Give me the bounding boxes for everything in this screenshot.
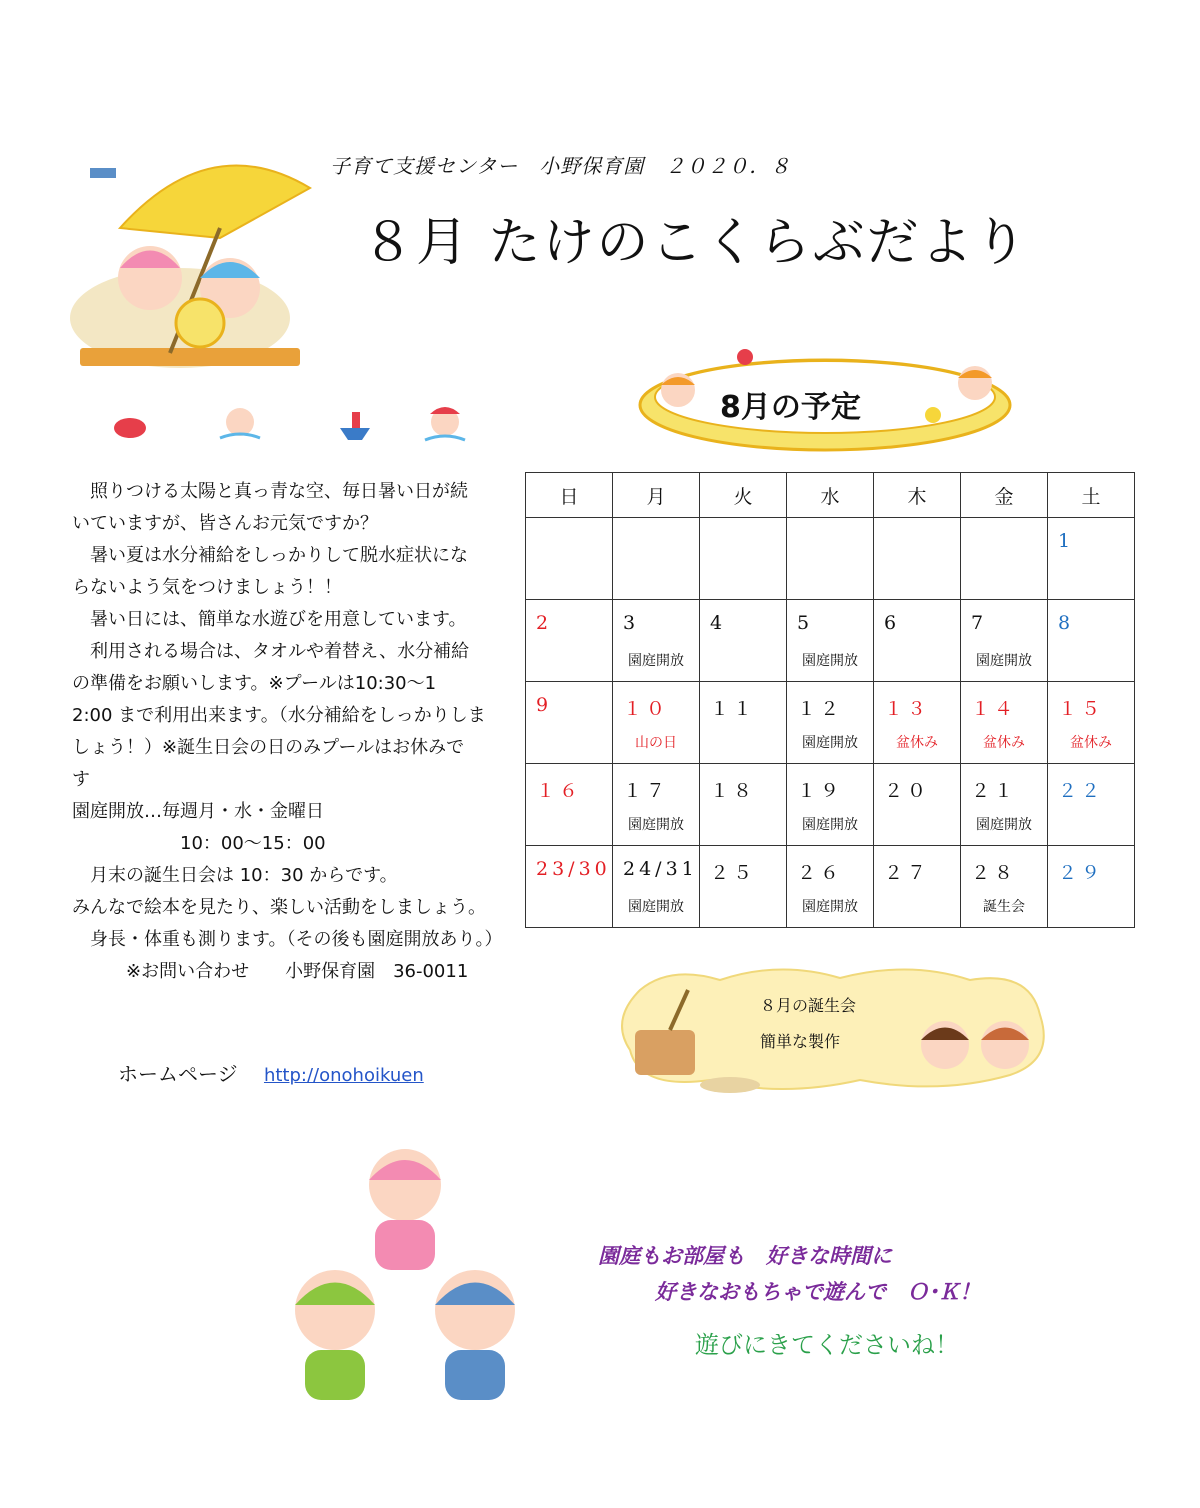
day-event: 盆休み	[983, 735, 1025, 751]
calendar-day-cell	[961, 682, 1048, 764]
calendar-week-row	[526, 764, 1135, 846]
day-event: 園庭開放	[802, 817, 858, 833]
intro-line: 2:00 まで利用出来ます。（水分補給をしっかりしま	[72, 705, 486, 726]
intro-line: しょう！）※誕生日会の日のみプールはお休みで	[72, 737, 465, 758]
calendar-day-cell	[613, 600, 700, 682]
day-event: 園庭開放	[802, 899, 858, 915]
footer-line-1: 園庭もお部屋も 好きな時間に	[598, 1244, 892, 1268]
header-subtitle: 子育て支援センター 小野保育園 ２０２０．８	[330, 154, 792, 178]
calendar-day-cell	[613, 682, 700, 764]
day-number: １８	[710, 780, 757, 802]
intro-line: す	[72, 769, 90, 790]
calendar-day-cell	[700, 682, 787, 764]
footer-line-3: 遊びにきてくださいね！	[695, 1331, 959, 1359]
day-event: 園庭開放	[976, 653, 1032, 669]
calendar-day-cell	[874, 518, 961, 600]
intro-line: の準備をお願いします。※プールは10:30～1	[72, 673, 437, 694]
day-number: １９	[797, 780, 844, 802]
calendar-week-row	[526, 846, 1135, 928]
calendar-day-cell	[613, 846, 700, 928]
day-number: 7	[971, 612, 988, 634]
day-number: 6	[884, 612, 901, 634]
intro-line: いていますが、皆さんお元気ですか？	[72, 513, 378, 534]
homepage-row	[118, 1058, 424, 1087]
calendar-day-cell	[613, 518, 700, 600]
calendar-day-cell	[961, 846, 1048, 928]
day-number: １７	[623, 780, 670, 802]
intro-line: らないよう気をつけましょう！！	[72, 577, 342, 598]
calendar-day-cell	[874, 682, 961, 764]
day-number: 24/31	[623, 858, 698, 880]
intro-line: 暑い夏は水分補給をしっかりして脱水症状にな	[72, 545, 468, 566]
intro-line: 10：00～15：00	[72, 833, 326, 854]
page-title: ８月 たけのこくらぶだより	[362, 213, 1029, 273]
day-number: 23/30	[536, 858, 611, 880]
intro-line: 身長・体重も測ります。（その後も園庭開放あり。）	[72, 929, 503, 950]
day-number: 8	[1058, 612, 1075, 634]
calendar-day-cell	[787, 518, 874, 600]
intro-line: 照りつける太陽と真っ青な空、毎日暑い日が続	[72, 481, 468, 502]
calendar-day-cell	[1048, 600, 1135, 682]
beach-umbrella-illustration	[60, 118, 320, 368]
weekday-header: 水	[787, 473, 874, 518]
day-event: 園庭開放	[976, 817, 1032, 833]
calendar-day-cell	[700, 764, 787, 846]
day-event: 園庭開放	[802, 653, 858, 669]
intro-line: みんなで絵本を見たり、楽しい活動をしましょう。	[72, 897, 486, 918]
calendar-day-cell	[787, 600, 874, 682]
homepage-label: ホームページ	[118, 1062, 238, 1086]
day-number: 2	[536, 612, 553, 634]
day-number: 9	[536, 694, 553, 716]
day-event: 山の日	[635, 735, 677, 751]
day-number: ２６	[797, 862, 844, 884]
day-number: ２９	[1058, 862, 1105, 884]
calendar-week-row	[526, 518, 1135, 600]
day-number: １４	[971, 698, 1018, 720]
weekday-header: 火	[700, 473, 787, 518]
calendar-header-row	[526, 473, 1135, 518]
weekday-header: 月	[613, 473, 700, 518]
day-number: ２５	[710, 862, 757, 884]
day-event: 園庭開放	[628, 653, 684, 669]
calendar-day-cell	[961, 518, 1048, 600]
homepage-link[interactable]: http://onohoikuen	[263, 1065, 424, 1086]
calendar-day-cell	[700, 600, 787, 682]
day-number: ２１	[971, 780, 1018, 802]
day-number: ２７	[884, 862, 931, 884]
day-number: 1	[1058, 530, 1075, 552]
day-number: ２０	[884, 780, 931, 802]
calendar-week-row	[526, 682, 1135, 764]
calendar-day-cell	[700, 518, 787, 600]
day-event: 盆休み	[1070, 735, 1112, 751]
calendar-day-cell	[874, 600, 961, 682]
calendar-table	[525, 472, 1135, 928]
calendar-day-cell	[526, 846, 613, 928]
calendar-day-cell	[787, 846, 874, 928]
day-event: 園庭開放	[802, 735, 858, 751]
calendar-day-cell	[613, 764, 700, 846]
footer-line-2: 好きなおもちゃで遊んで Ｏ･Ｋ！	[655, 1280, 981, 1304]
day-number: ２２	[1058, 780, 1105, 802]
calendar-day-cell	[1048, 518, 1135, 600]
weekday-header: 金	[961, 473, 1048, 518]
intro-line: 利用される場合は、タオルや着替え、水分補給	[72, 641, 470, 662]
calendar-week-row	[526, 600, 1135, 682]
intro-line: 暑い日には、簡単な水遊びを用意しています。	[72, 609, 467, 630]
intro-text	[72, 476, 522, 988]
intro-line: ※お問い合わせ 小野保育園 36-0011	[72, 961, 469, 982]
weekday-header: 土	[1048, 473, 1135, 518]
calendar-day-cell	[961, 764, 1048, 846]
weekday-header: 日	[526, 473, 613, 518]
day-number: １３	[884, 698, 931, 720]
calendar-day-cell	[1048, 846, 1135, 928]
birthday-line: 簡単な製作	[760, 1032, 841, 1051]
schedule-label: 8月の予定	[720, 390, 861, 425]
calendar-day-cell	[787, 682, 874, 764]
calendar-day-cell	[526, 600, 613, 682]
swimming-kids-strip-icon	[100, 400, 510, 450]
intro-line: 園庭開放…毎週月・水・金曜日	[72, 801, 324, 822]
calendar-day-cell	[700, 846, 787, 928]
day-event: 盆休み	[896, 735, 938, 751]
day-number: １６	[536, 780, 583, 802]
calendar-day-cell	[961, 600, 1048, 682]
birthday-line: ８月の誕生会	[760, 996, 857, 1015]
calendar-day-cell	[874, 764, 961, 846]
day-event: 誕生会	[983, 899, 1025, 915]
day-number: 3	[623, 612, 640, 634]
day-event: 園庭開放	[628, 817, 684, 833]
day-number: 4	[710, 612, 727, 634]
intro-line: 月末の誕生日会は 10：30 からです。	[72, 865, 398, 886]
calendar-day-cell	[526, 518, 613, 600]
calendar-day-cell	[787, 764, 874, 846]
calendar-day-cell	[1048, 764, 1135, 846]
day-number: １０	[623, 698, 670, 720]
birthday-text	[760, 988, 856, 1060]
weekday-header: 木	[874, 473, 961, 518]
day-number: １５	[1058, 698, 1105, 720]
day-number: ２８	[971, 862, 1018, 884]
calendar-day-cell	[1048, 682, 1135, 764]
day-number: １１	[710, 698, 757, 720]
day-number: １２	[797, 698, 844, 720]
three-kids-illustration	[270, 1140, 540, 1410]
day-event: 園庭開放	[628, 899, 684, 915]
calendar-day-cell	[874, 846, 961, 928]
day-number: 5	[797, 612, 814, 634]
calendar-day-cell	[526, 682, 613, 764]
calendar-day-cell	[526, 764, 613, 846]
